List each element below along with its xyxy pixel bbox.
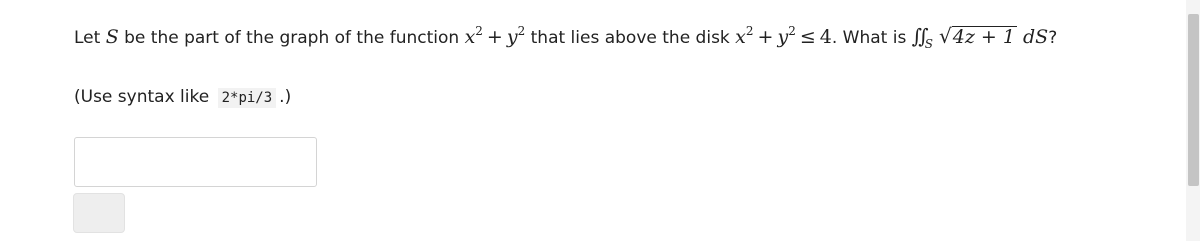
- sqrt-symbol: √: [939, 24, 952, 48]
- question-end: ?: [1048, 28, 1058, 48]
- hint-code-example: 2*pi/3: [218, 88, 277, 108]
- hint-prefix: (Use syntax like: [74, 87, 210, 107]
- var-x: x: [735, 26, 746, 48]
- integral-subscript: S: [924, 37, 933, 51]
- plus-sign: +: [486, 26, 503, 48]
- radicand: 4z + 1: [952, 26, 1015, 48]
- scrollbar-thumb[interactable]: [1188, 14, 1199, 186]
- exponent: 2: [745, 24, 754, 38]
- question-disk-text: that lies above the disk: [525, 28, 736, 48]
- question-text: [74, 23, 1057, 51]
- question-middle: be the part of the graph of the function: [118, 28, 465, 48]
- plus-sign: +: [757, 26, 774, 48]
- submit-button[interactable]: [73, 193, 125, 233]
- exponent: 2: [788, 24, 796, 38]
- disk-expression: [735, 26, 832, 48]
- question-what-is: . What is: [831, 28, 912, 48]
- var-x: x: [464, 26, 476, 48]
- exponent: 2: [517, 24, 526, 38]
- exponent: 2: [475, 24, 483, 38]
- question-intro: Let: [74, 28, 106, 48]
- syntax-hint: [74, 86, 291, 109]
- differential: dS: [1023, 26, 1049, 48]
- leq-sign: ≤: [799, 26, 816, 48]
- var-y: y: [506, 26, 518, 48]
- double-integral-symbol: ∬: [911, 24, 925, 48]
- var-y: y: [777, 26, 789, 48]
- number-four: 4: [819, 26, 832, 48]
- integral-expression: [911, 24, 1049, 51]
- hint-suffix: .): [279, 87, 292, 107]
- function-expression: [465, 26, 526, 48]
- set-symbol: S: [105, 26, 119, 48]
- answer-input[interactable]: [74, 137, 317, 187]
- scrollbar-track[interactable]: [1186, 0, 1200, 241]
